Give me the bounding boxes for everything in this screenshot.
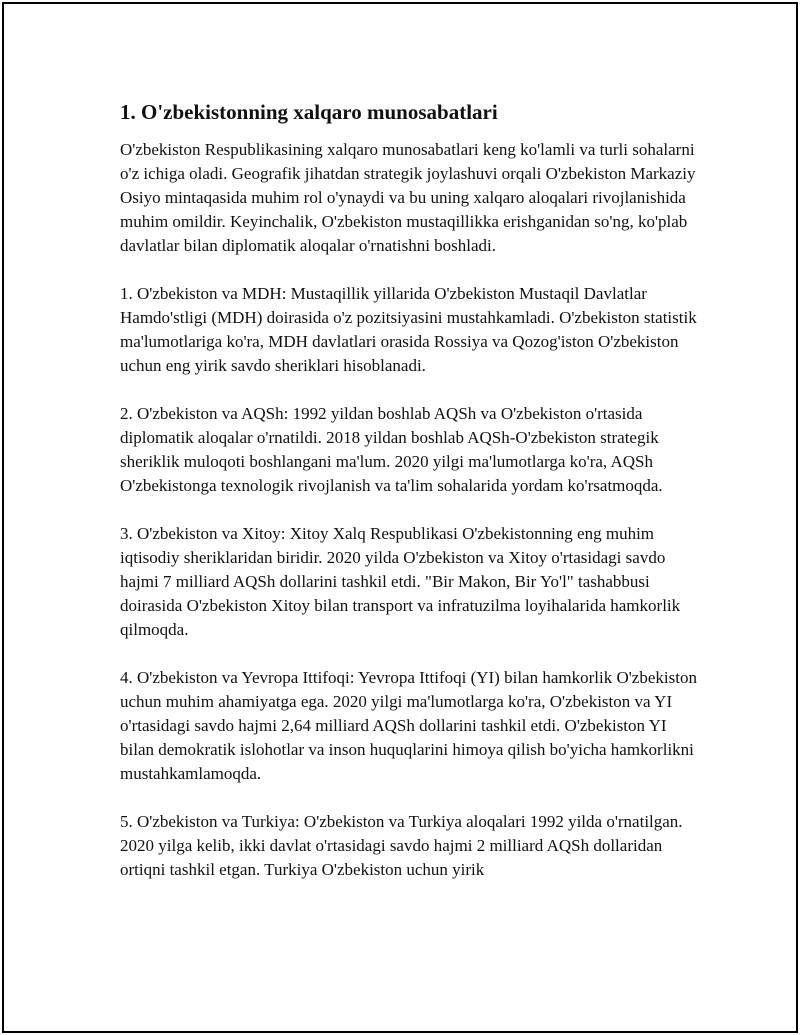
- intro-paragraph: O'zbekiston Respublikasining xalqaro munosabatlari keng ko'lamli va turli sohalarni o'z ichiga oladi. Geografik jihatdan strategik joylashuvi orqali O'zbekiston Markaziy Osiyo mintaqasida muhim rol o'ynaydi va bu uning xalqaro aloqalari rivojlanishida muhim omildir. Keyinchalik, O'zbekiston mustaqillikka erishganidan so'ng, ko'plab davlatlar bilan diplomatik aloqalar o'rnatishni boshladi.: [120, 140, 696, 255]
- paragraph-china: 3. O'zbekiston va Xitoy: Xitoy Xalq Respublikasi O'zbekistonning eng muhim iqtisodiy sheriklaridan biridir. 2020 yilda O'zbekiston va Xitoy o'rtasidagi savdo hajmi 7 milliard AQSh dollarini tashkil etdi. "Bir Makon, Bir Yo'l" tashabbusi doirasida O'zbekiston Xitoy bilan transport va infratuzilma loyihalarida hamkorlik qilmoqda.: [120, 524, 681, 639]
- paragraph-turkey: 5. O'zbekiston va Turkiya: O'zbekiston va Turkiya aloqalari 1992 yilda o'rnatilgan. 2020 yilga kelib, ikki davlat o'rtasidagi savdo hajmi 2 milliard AQSh dollaridan ortiqni tashkil etgan. Turkiya O'zbekiston uchun yirik: [120, 812, 683, 879]
- paragraph-cis: 1. O'zbekiston va MDH: Mustaqillik yillarida O'zbekiston Mustaqil Davlatlar Hamdo'stligi (MDH) doirasida o'z pozitsiyasini mustahkamladi. O'zbekiston statistik ma'lumotlariga ko'ra, MDH davlatlari orasida Rossiya va Qozog'iston O'zbekiston uchun eng yirik savdo sheriklari hisoblanadi.: [120, 284, 697, 375]
- section-title: 1. O'zbekistonning xalqaro munosabatlari: [120, 100, 498, 124]
- paragraph-eu: 4. O'zbekiston va Yevropa Ittifoqi: Yevropa Ittifoqi (YI) bilan hamkorlik O'zbekiston uchun muhim ahamiyatga ega. 2020 yilgi ma'lumotlarga ko'ra, O'zbekiston va YI o'rtasidagi savdo hajmi 2,64 milliard AQSh dollarini tashkil etdi. O'zbekiston YI bilan demokratik islohotlar va inson huquqlarini himoya qilish bo'yicha hamkorlikni mustahkamlamoqda.: [120, 668, 697, 783]
- paragraph-usa: 2. O'zbekiston va AQSh: 1992 yildan boshlab AQSh va O'zbekiston o'rtasida diplomatik aloqalar o'rnatildi. 2018 yildan boshlab AQSh-O'zbekiston strategik sheriklik muloqoti boshlangani ma'lum. 2020 yilgi ma'lumotlarga ko'ra, AQSh O'zbekistonga texnologik rivojlanish va ta'lim sohalarida yordam ko'rsatmoqda.: [120, 404, 663, 495]
- page-frame: [2, 2, 798, 1033]
- document-body: [120, 98, 700, 882]
